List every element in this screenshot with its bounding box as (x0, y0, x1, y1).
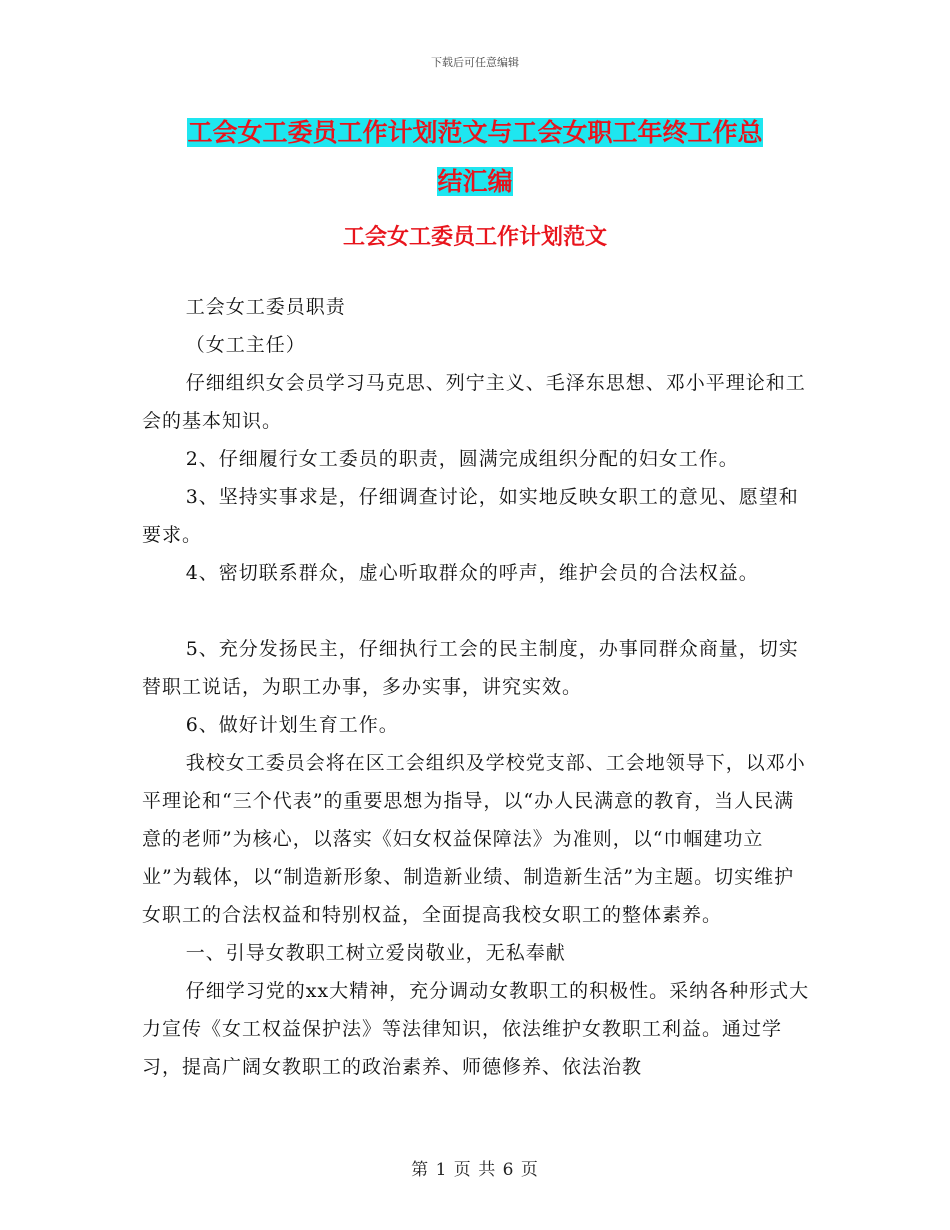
paragraph: 工会女工委员职责 (185, 296, 346, 318)
document-title (140, 108, 810, 206)
page-footer: 第 1 页 共 6 页 (411, 1160, 539, 1180)
paragraph: 6、做好计划生育工作。 (185, 714, 399, 736)
paragraph: 5、充分发扬民主，仔细执行工会的民主制度，办事同群众商量，切实替职工说话，为职工办事，多办实事，讲究实效。 (142, 638, 799, 698)
paragraph: （女工主任） (185, 334, 306, 356)
section-title: 工会女工委员工作计划范文 (342, 225, 607, 250)
paragraph: 2、仔细履行女工委员的职责，圆满完成组织分配的妇女工作。 (185, 448, 739, 470)
paragraph: 3、坚持实事求是，仔细调查讨论，如实地反映女职工的意见、愿望和要求。 (142, 486, 799, 546)
paragraph: 4、密切联系群众，虚心听取群众的呼声，维护会员的合法权益。 (185, 562, 759, 584)
document-title-line-2: 结汇编 (437, 167, 513, 196)
paragraph: 一、引导女教职工树立爱岗敬业，无私奉献 (185, 942, 566, 964)
body-text (142, 288, 810, 1086)
paragraph: 仔细组织女会员学习马克思、列宁主义、毛泽东思想、邓小平理论和工会的基本知识。 (142, 372, 806, 432)
paragraph: 仔细学习党的xx大精神，充分调动女教职工的积极性。采纳各种形式大力宣传《女工权益保护法》等法律知识，依法维护女教职工利益。通过学习，提高广阔女教职工的政治素养、师德修养、依法治教 (142, 980, 810, 1078)
document-title-line-1: 工会女工委员工作计划范文与工会女职工年终工作总 (187, 118, 763, 147)
paragraph: 我校女工委员会将在区工会组织及学校党支部、工会地领导下，以邓小平理论和“三个代表”的重要思想为指导，以“办人民满意的教育，当人民满意的老师”为核心，以落实《妇女权益保障法》为准则，以“巾帼建功立业”为载体，以“制造新形象、制造新业绩、制造新生活”为主题。切实维护女职工的合法权益和特别权益，全面提高我校女职工的整体素养。 (142, 752, 806, 926)
header-note: 下载后可任意编辑 (431, 56, 519, 69)
